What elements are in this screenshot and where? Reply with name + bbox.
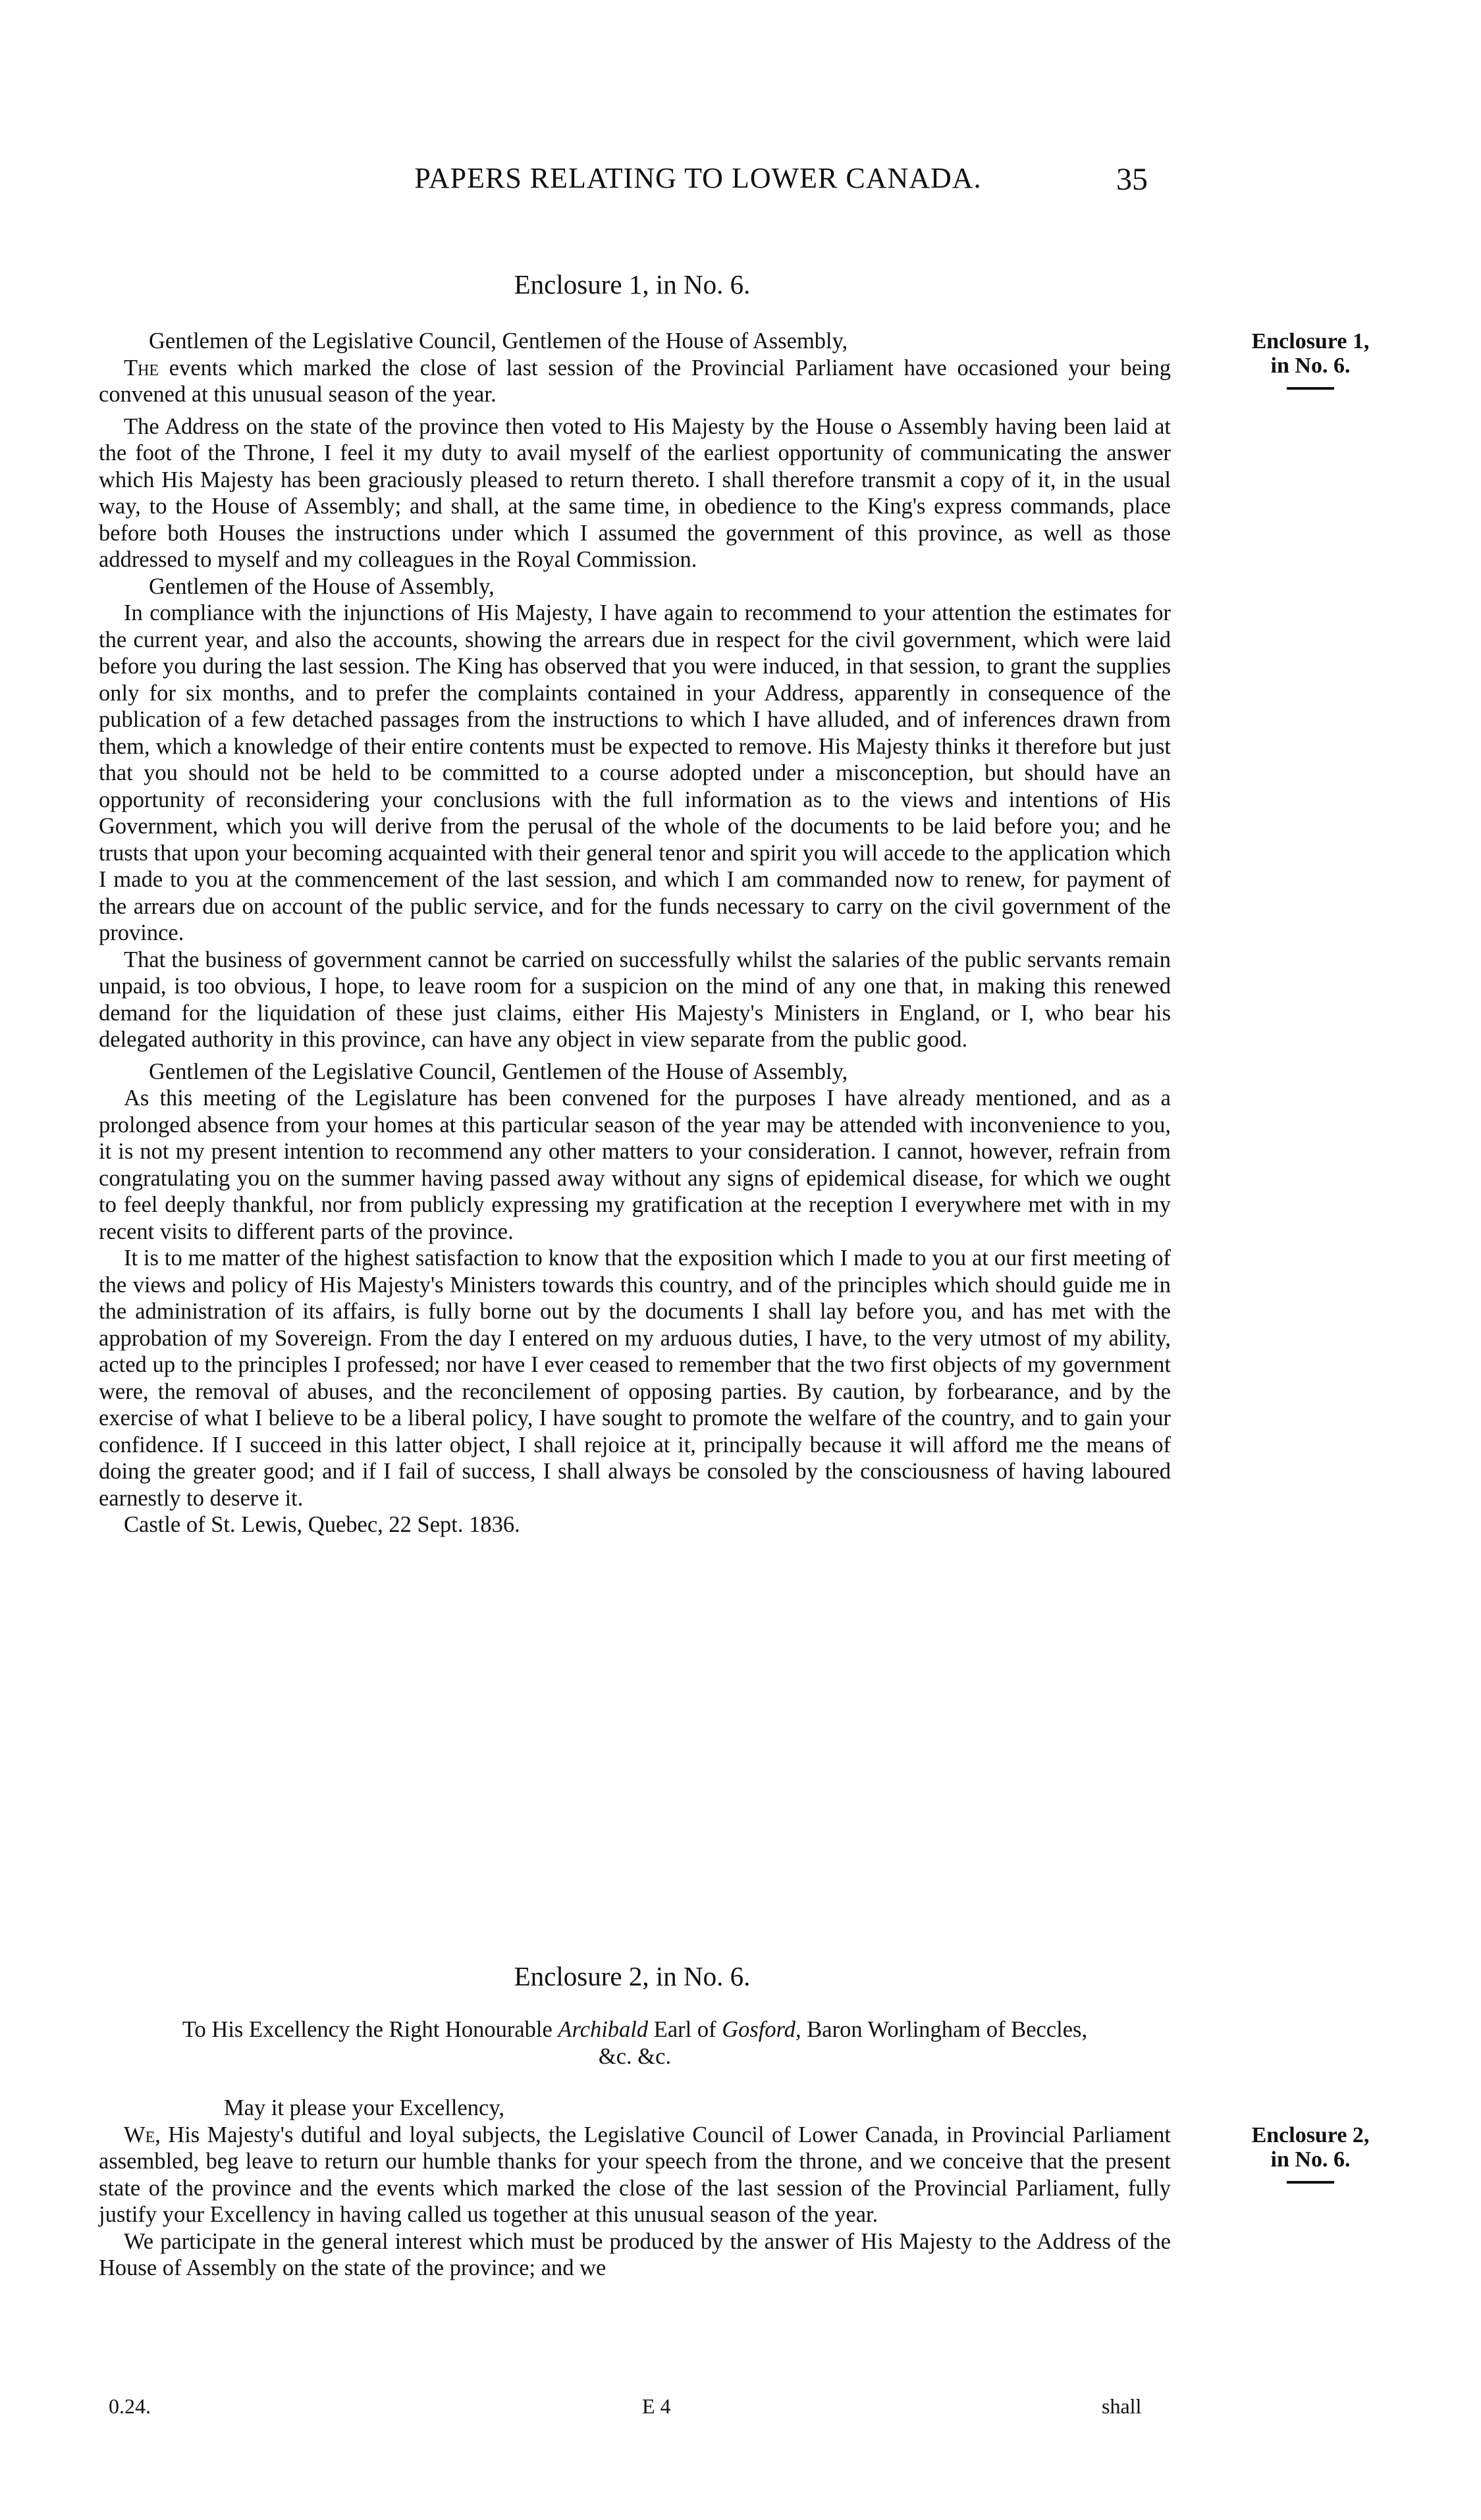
footer-catchword: shall [1102, 2394, 1142, 2418]
paragraph-lead: We, [124, 2122, 161, 2147]
address-text: To His Excellency the Right Honourable [182, 2017, 558, 2042]
address-name: Gosford, [722, 2017, 801, 2042]
salutation: Gentlemen of the Legislative Council, Gentlemen of the House of Assembly, [149, 328, 848, 354]
side-note-line: Enclosure 1, [1251, 329, 1370, 354]
running-title: PAPERS RELATING TO LOWER CANADA. [414, 162, 982, 194]
paragraph: It is to me matter of the highest satisfaction to know that the exposition which I made to you at our first meeting of the views and policy of His Majesty's Ministers towards this country, and of the principles which should guide me in the administration of its affairs, is fully borne out by the documents I shall lay before you, and has met with the approbation of my Sovereign. From the day I entered on my arduous duties, I have, to the very utmost of my ability, acted up to the principles I professed; nor have I ever ceased to remember that the two first objects of my government were, the removal of abuses, and the reconcilement of opposing parties. By caution, by forbearance, and by the exercise of what I believe to be a liberal policy, I have sought to promote the welfare of the country, and to gain your confidence. If I succeed in this latter object, I shall rejoice at it, principally because it will afford me the means of doing the greater good; and if I fail of success, I shall always be consoled by the consciousness of having laboured earnestly to deserve it. [99, 1246, 1171, 1511]
paragraph-lead: The [124, 355, 159, 381]
address-text: Earl of [648, 2017, 722, 2042]
enclosure-2-heading: Enclosure 2, in No. 6. [514, 1961, 751, 1991]
address-line [99, 2016, 1171, 2070]
paragraph: We participate in the general interest which must be produced by the answer of His Majesty to the Address of the House of Assembly on the state of the province; and we [99, 2228, 1171, 2280]
address-name: Archibald [558, 2017, 649, 2042]
paragraph-text: events which marked the close of last session of the Provincial Parliament have occasioned your being convened at this unusual season of the year. [99, 355, 1171, 407]
address-text: Baron Worlingham of Beccles, &c. &c. [598, 2017, 1088, 2069]
enclosure-1-side-note [1245, 329, 1376, 390]
enclosure-1-body [99, 328, 1171, 1538]
footer-sheet-mark: E 4 [642, 2394, 671, 2418]
dateline: Castle of St. Lewis, Quebec, 22 Sept. 1836. [124, 1512, 520, 1537]
salutation: May it please your Excellency, [224, 2095, 504, 2120]
paragraph [99, 355, 1171, 408]
paragraph-text: His Majesty's dutiful and loyal subjects, the Legislative Council of Lower Canada, in Provincial Parliament assembled, beg leave to return our humble thanks for your speech from the throne, and we conceive that the present state of the province and the events which marked the close of the last session of the Provincial Parliament, fully justify your Excellency in having called us together at this unusual season of the year. [99, 2122, 1171, 2227]
side-note-line: Enclosure 2, [1251, 2123, 1370, 2147]
side-note-line: in No. 6. [1270, 354, 1351, 378]
salutation: Gentlemen of the House of Assembly, [149, 573, 495, 599]
paragraph: The Address on the state of the province then voted to His Majesty by the House o Assembly having been laid at the foot of the Throne, I feel it my duty to avail myself of the earliest opportunity of communicating the answer which His Majesty has been graciously pleased to return thereto. I shall therefore transmit a copy of it, in the usual way, to the House of Assembly; and shall, at the same time, in obedience to the King's express commands, place before both Houses the instructions under which I assumed the government of this province, as well as those addressed to myself and my colleagues in the Royal Commission. [99, 413, 1171, 572]
side-note-line: in No. 6. [1270, 2147, 1351, 2172]
paragraph: As this meeting of the Legislature has been convened for the purposes I have already mentioned, and as a prolonged absence from your homes at this particular season of the year may be attended with inconvenience to you, it is not my present intention to recommend any other matters to your consideration. I cannot, however, refrain from congratulating you on the summer having passed away without any signs of epidemical disease, for which we ought to feel deeply thankful, nor from publicly expressing my gratification at the reception I everywhere met with in my recent visits to different parts of the province. [99, 1086, 1171, 1244]
paragraph: In compliance with the injunctions of His Majesty, I have again to recommend to your attention the estimates for the current year, and also the accounts, showing the arrears due in respect for the civil government, which were laid before you during the last session. The King has observed that you were induced, in that session, to grant the supplies only for six months, and to prefer the complaints contained in your Address, apparently in consequence of the publication of a few detached passages from the instructions to which I have alluded, and of inferences drawn from them, which a knowledge of their entire contents must be expected to remove. His Majesty thinks it therefore but just that you should not be held to be committed to a course adopted under a misconception, but should have an opportunity of reconsidering your conclusions with the full information as to the views and intentions of His Government, which you will derive from the perusal of the whole of the documents to be laid before you; and he trusts that upon your becoming acquainted with their general tenor and spirit you will accede to the application which I made to you at the commencement of the last session, and which I am commanded now to renew, for payment of the arrears due on account of the public service, and for the funds necessary to carry on the civil government of the province. [99, 600, 1171, 945]
enclosure-2-side-note [1245, 2123, 1376, 2184]
paragraph [99, 2122, 1171, 2228]
salutation: Gentlemen of the Legislative Council, Gentlemen of the House of Assembly, [149, 1059, 848, 1084]
footer-signature-mark: 0.24. [109, 2394, 151, 2418]
page-number: 35 [1116, 162, 1148, 197]
enclosure-1-heading: Enclosure 1, in No. 6. [514, 269, 751, 300]
paragraph: That the business of government cannot be carried on successfully whilst the salaries of the public servants remain unpaid, is too obvious, I hope, to leave room for a suspicion on the mind of any one that, in making this renewed demand for the liquidation of these just claims, either His Majesty's Ministers in England, or I, who bear his delegated authority in this province, can have any object in view separate from the public good. [99, 947, 1171, 1052]
enclosure-2-body [99, 2016, 1171, 2282]
side-note-rule [1287, 2181, 1334, 2184]
side-note-rule [1287, 387, 1334, 390]
